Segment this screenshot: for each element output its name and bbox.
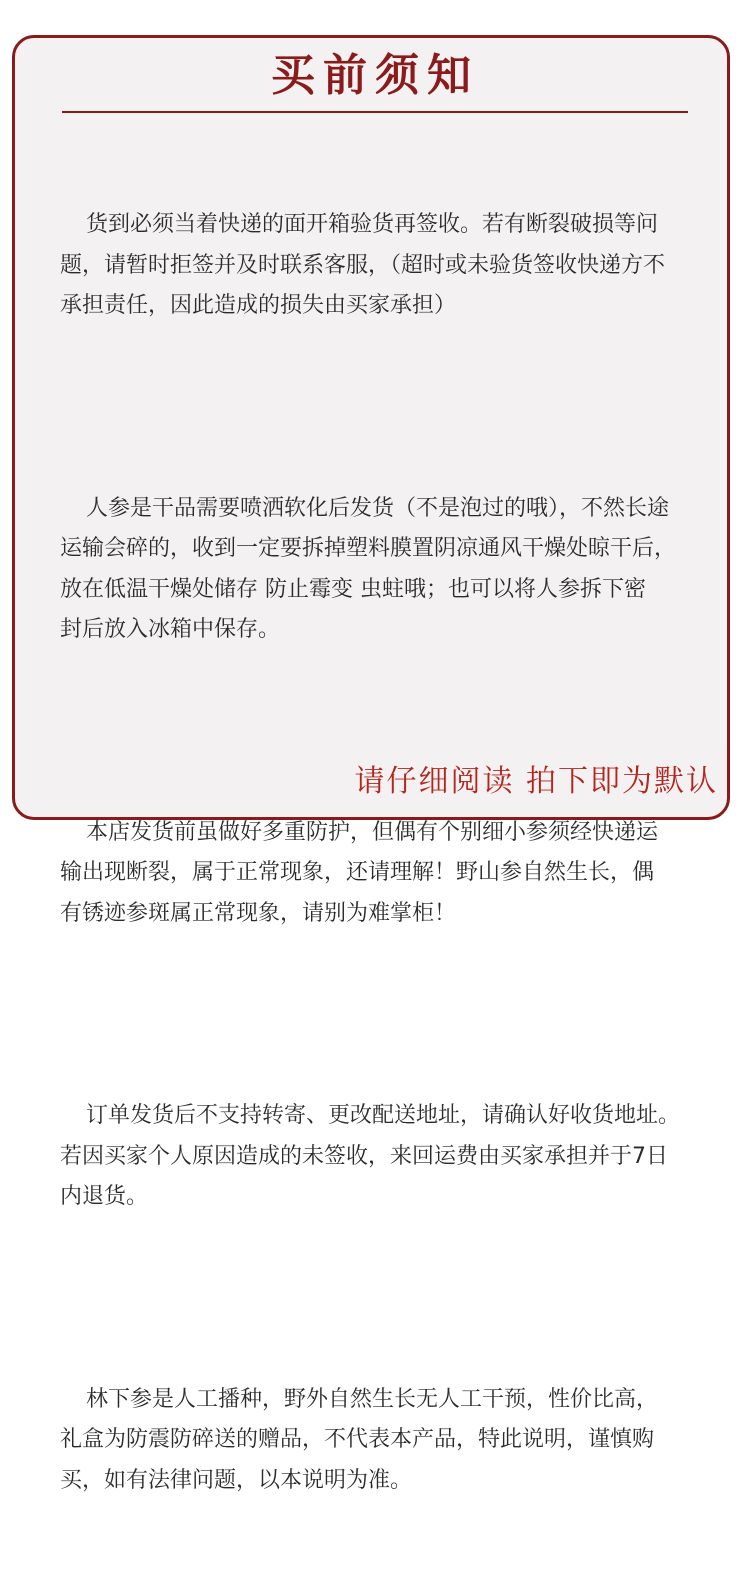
text-line: 本店发货前虽做好多重防护，但偶有个别细小参须经快递运	[60, 813, 700, 854]
paragraph-inspection	[60, 124, 700, 408]
text-line: 运输会碎的，收到一定要拆掉塑料膜置阴凉通风干燥处晾干后，	[60, 529, 700, 570]
text-line: 输出现断裂，属于正常现象，还请理解！野山参自然生长，偶	[60, 853, 700, 894]
text-line: 封后放入冰箱中保存。	[60, 610, 700, 651]
text-line: 内退货。	[60, 1177, 700, 1218]
text-line: 林下参是人工播种，野外自然生长无人工干预，性价比高，	[60, 1380, 700, 1421]
title-divider	[62, 111, 688, 113]
text-line: 货到必须当着快递的面开箱验货再签收。若有断裂破损等问	[60, 205, 700, 246]
paragraph-product-note	[60, 1299, 700, 1582]
text-line: 订单发货后不支持转寄、更改配送地址，请确认好收货地址。	[60, 1096, 700, 1137]
text-line: 礼盒为防震防碎送的赠品，不代表本产品，特此说明，谨慎购	[60, 1420, 700, 1461]
paragraph-ginseng-care	[60, 408, 700, 732]
text-line: 有锈迹参斑属正常现象，请别为难掌柜！	[60, 894, 700, 935]
notice-body	[60, 124, 700, 1582]
page-title: 买前须知	[0, 48, 750, 104]
paragraph-address	[60, 1015, 700, 1299]
text-line: 题，请暂时拒签并及时联系客服，（超时或未验货签收快递方不	[60, 246, 700, 287]
text-line: 承担责任，因此造成的损失由买家承担）	[60, 286, 700, 327]
text-line: 买，如有法律问题，以本说明为准。	[60, 1461, 700, 1502]
text-line: 若因买家个人原因造成的未签收，来回运费由买家承担并于7日	[60, 1137, 700, 1178]
read-carefully-notice: 请仔细阅读 拍下即为默认	[354, 762, 718, 802]
text-line: 放在低温干燥处储存 防止霉变 虫蛀哦；也可以将人参拆下密	[60, 570, 700, 611]
text-line: 人参是干品需要喷洒软化后发货（不是泡过的哦），不然长途	[60, 489, 700, 530]
